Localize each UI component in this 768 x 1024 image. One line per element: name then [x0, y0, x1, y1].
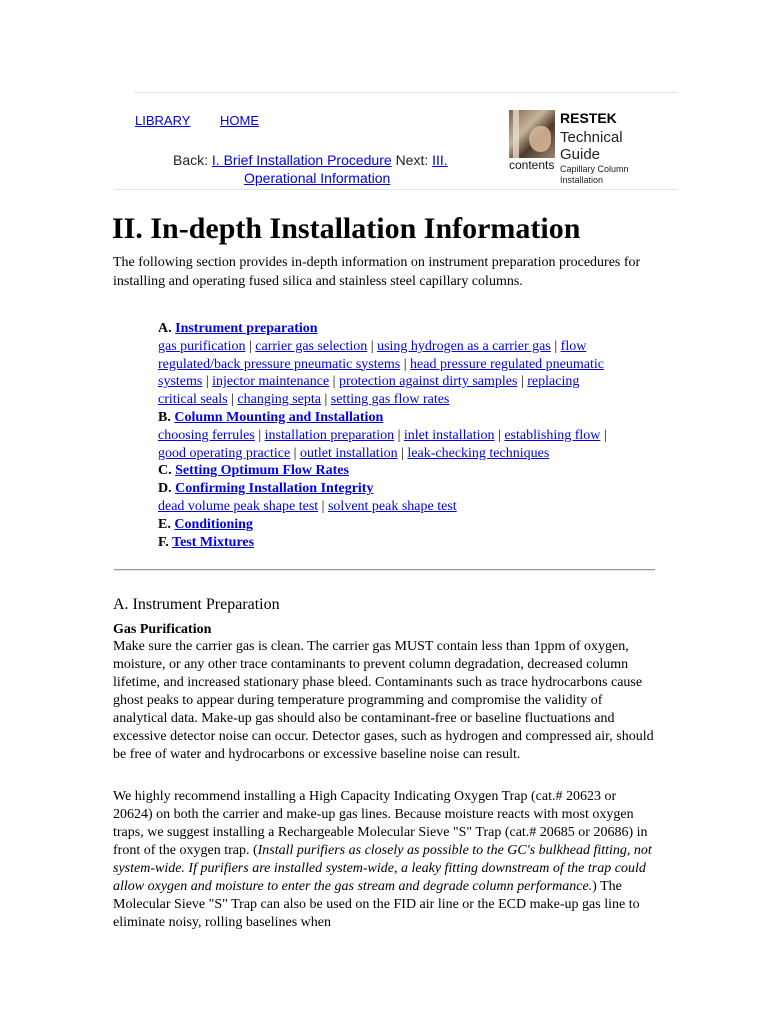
subsection-heading: Gas Purification	[113, 622, 212, 637]
para-text-end: ) The Molecular Sieve "S" Trap can also be used on the FID air line or the ECD make-up gas line to eliminate noisy, rolling baselines when	[113, 879, 640, 930]
trap-recommendation-paragraph	[113, 788, 658, 932]
toc-separator: |	[318, 498, 328, 514]
intro-paragraph: The following section provides in-depth information on instrument preparation procedures for installing and operating fused silica and stainless steel capillary columns.	[113, 255, 641, 289]
toc-subtopic-link[interactable]: installation preparation	[264, 427, 395, 443]
next-link[interactable]: III.	[432, 152, 448, 168]
toc-separator: |	[290, 445, 300, 461]
toc-subtopic-link[interactable]: choosing ferrules	[158, 427, 255, 443]
toc-section-heading	[158, 480, 618, 498]
section-heading: A. Instrument Preparation	[113, 596, 280, 613]
thumbnail-column-stripe	[513, 110, 519, 158]
toc-subtopic-link[interactable]: injector maintenance	[212, 374, 330, 390]
toc-section-letter: D.	[158, 481, 172, 497]
toc-section-link[interactable]: Setting Optimum Flow Rates	[175, 463, 349, 479]
gas-purification-paragraph: Make sure the carrier gas is clean. The carrier gas MUST contain less than 1ppm of oxygen, moisture, or any other trace contaminants to prevent column degradation, decreased column lifetime, and increased stationary phase bleed. Contaminants such as trace hydrocarbons cause ghost peaks to appear during temperature programming and compromise the validity of analytical data. Make-up gas should also be contaminant-free or baseline fluctuations and excessive detector noise can occur. Detector gases, such as hydrogen and compressed air, should be free of water and hydrocarbons or excessive baseline noise can result.	[113, 639, 654, 762]
page-title: II. In-depth Installation Information	[112, 212, 581, 245]
library-link[interactable]: LIBRARY	[135, 113, 191, 128]
toc-subtopic-link[interactable]: establishing flow	[504, 427, 601, 443]
toc-section-letter: A.	[158, 321, 172, 336]
guide-topic: Capillary Column Installation	[560, 164, 629, 185]
toc-subtopic-list	[158, 498, 618, 516]
toc-subtopic-link[interactable]: inlet installation	[403, 427, 495, 443]
toc-separator: |	[394, 427, 404, 443]
toc-subtopic-list	[158, 427, 618, 463]
toc-subtopic-link[interactable]: head pressure regulated pneumatic systems	[158, 356, 604, 390]
toc-section-letter: C.	[158, 463, 172, 479]
toc-separator: |	[254, 427, 265, 443]
toc-separator: |	[320, 392, 331, 408]
contents-thumbnail-image[interactable]	[509, 110, 555, 158]
back-label: Back:	[173, 152, 209, 168]
back-next-navigation	[173, 151, 493, 187]
toc-separator: |	[517, 374, 528, 390]
next-label: Next:	[395, 152, 429, 168]
guide-subtitle-technical: Technical	[560, 129, 623, 146]
next-link-continued[interactable]: Operational Information	[244, 170, 391, 186]
toc-subtopic-link[interactable]: good operating practice	[158, 445, 291, 461]
toc-subtopic-link[interactable]: setting gas flow rates	[330, 392, 450, 408]
toc-section-letter: E.	[158, 516, 171, 532]
toc-subtopic-link[interactable]: solvent peak shape test	[327, 498, 457, 514]
toc-subtopic-link[interactable]: dead volume peak shape test	[158, 498, 319, 514]
toc-subtopic-link[interactable]: replacing critical seals	[158, 374, 580, 408]
toc-subtopic-link[interactable]: protection against dirty samples	[338, 374, 518, 390]
toc-section-link[interactable]: Column Mounting and Installation	[174, 409, 384, 425]
toc-separator: |	[400, 356, 411, 372]
toc-section-link[interactable]: Test Mixtures	[172, 534, 255, 550]
toc-separator: |	[329, 374, 339, 390]
toc-section-heading	[158, 462, 618, 480]
header-divider	[114, 189, 678, 190]
table-of-contents	[158, 320, 618, 551]
guide-brand-title: RESTEK	[560, 110, 617, 126]
toc-separator: |	[550, 338, 561, 354]
toc-section-heading	[158, 409, 618, 427]
toc-section-heading	[158, 534, 618, 552]
toc-subtopic-link[interactable]: carrier gas selection	[255, 338, 368, 354]
toc-section-heading	[158, 516, 618, 534]
toc-section-letter: F.	[158, 534, 169, 550]
para-text-start: We highly recommend installing a High Capacity Indicating Oxygen Trap (cat.# 20623 or 20624) on both the carrier and make-up gas lines. Because moisture reacts with most oxygen traps, we suggest installing a Rechargeable Molecular Sieve "S" Trap (cat.# 20685 or 20686) in front of the oxygen trap. (	[113, 789, 648, 858]
toc-section-letter: B.	[158, 409, 171, 425]
toc-subtopic-link[interactable]: changing septa	[237, 392, 321, 408]
thumbnail-hand-shape	[529, 126, 551, 152]
back-link[interactable]: I. Brief Installation Procedure	[211, 152, 392, 168]
toc-section-link[interactable]: Confirming Installation Integrity	[175, 481, 374, 497]
toc-divider	[114, 569, 655, 571]
toc-separator: |	[397, 445, 408, 461]
toc-separator: |	[227, 392, 238, 408]
toc-subtopic-list	[158, 338, 618, 409]
toc-separator: |	[202, 374, 213, 390]
toc-subtopic-link[interactable]: using hydrogen as a carrier gas	[377, 338, 551, 354]
toc-subtopic-link[interactable]: flow regulated/back pressure pneumatic systems	[158, 338, 587, 372]
toc-subtopic-link[interactable]: gas purification	[158, 338, 246, 354]
toc-separator: |	[245, 338, 256, 354]
toc-separator: |	[494, 427, 505, 443]
toc-separator: |	[600, 427, 607, 443]
home-link[interactable]: HOME	[220, 113, 259, 128]
toc-subtopic-link[interactable]: leak-checking techniques	[407, 445, 550, 461]
toc-section-link[interactable]: Instrument preparation	[175, 321, 318, 336]
contents-label[interactable]: contents	[509, 158, 555, 172]
toc-separator: |	[367, 338, 378, 354]
toc-section-link[interactable]: Conditioning	[174, 516, 253, 532]
guide-subtitle-guide: Guide	[560, 146, 601, 163]
top-divider	[134, 92, 678, 93]
para-italic-note: Install purifiers as closely as possible to the GC's bulkhead fitting, not system-wide. If purifiers are installed system-wide, a leaky fitting downstream of the trap could allow oxygen and moisture to enter the gas stream and degrade column performance.	[113, 843, 652, 894]
toc-section-heading	[158, 320, 618, 338]
toc-subtopic-link[interactable]: outlet installation	[299, 445, 398, 461]
